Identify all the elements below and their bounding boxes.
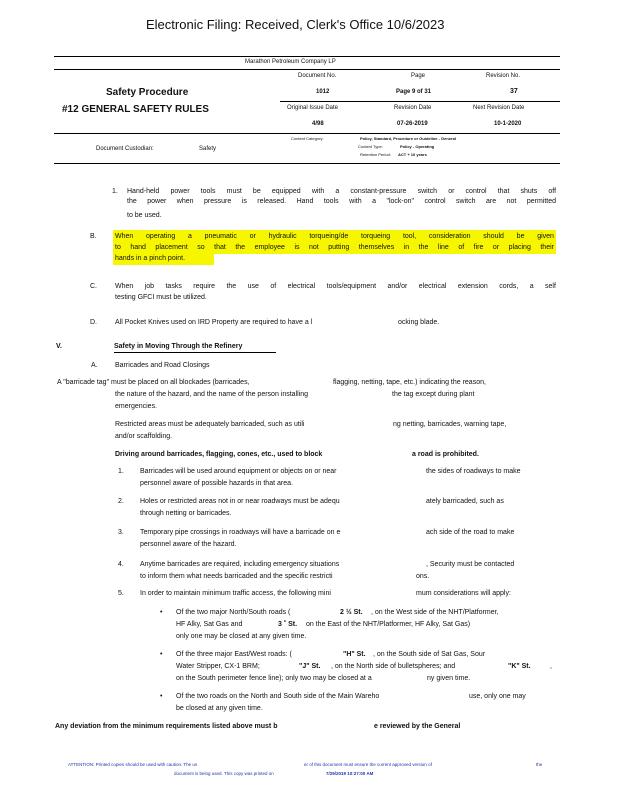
para-1-e: emergencies. (115, 403, 158, 410)
word: is released. (241, 198, 287, 205)
word: a self (529, 283, 556, 290)
word: given (537, 233, 554, 240)
word: torqueing (361, 233, 391, 240)
word: tasks (165, 283, 182, 290)
orig-date-label: Original Issue Date (287, 105, 339, 111)
bullet-1-e: 3 ˚ St. (278, 621, 298, 628)
word: torqueing/de (309, 233, 349, 240)
subsection-a-title: Barricades and Road Closings (115, 362, 210, 369)
item-1-line-1 (127, 187, 556, 197)
footer-print-date: 7/29/2019 10:27:00 AM (326, 771, 374, 776)
word: operating (146, 233, 176, 240)
next-rev-label: Next Revision Date (473, 105, 525, 111)
word: cords, (499, 283, 519, 290)
section-title: Safety in Moving Through the Refinery (114, 343, 243, 350)
item-d-number: D. (90, 319, 97, 326)
word: tools (200, 188, 216, 195)
retention-label: Retention Period: (360, 152, 391, 157)
word: must (226, 188, 242, 195)
page-number: Page 9 of 31 (396, 89, 432, 95)
bullet-2: • (160, 651, 163, 658)
item-c-line-2: testing GFCI must be utilized. (115, 294, 207, 301)
word: switch (456, 198, 476, 205)
list-3-b: ach side of the road to make (426, 529, 515, 536)
word: the (226, 283, 237, 290)
bullet-2-h: , (550, 663, 552, 670)
word: not permitted (506, 198, 557, 205)
bullet-2-i: on the South perimeter fence line); only two may be closed at a (176, 675, 372, 682)
content-type-label: Content Type: (358, 144, 383, 149)
list-2-c: through netting or barricades. (140, 510, 232, 517)
word: with (311, 188, 325, 195)
item-c-number: C. (90, 283, 97, 290)
content-type: Policy - Operating (400, 144, 435, 149)
para-1-c: the nature of the hazard, and the name of the person installing (115, 391, 309, 398)
subsection-a-number: A. (91, 362, 98, 369)
list-2-number: 2. (118, 498, 124, 505)
bullet-2-b: "H" St. (343, 651, 366, 658)
custodian-label: Document Custodian: (96, 146, 154, 152)
bullet-1-c: , on the West side of the NHT/Platformer, (371, 609, 499, 616)
item-1-line-2 (127, 197, 556, 207)
header-end-rule (54, 163, 560, 164)
word: or control (448, 188, 487, 195)
item-1-line-3: to be used. (127, 212, 162, 219)
word: a "lock-on" (372, 198, 415, 205)
word: a constant-pressure (335, 188, 407, 195)
para-3-b: a road is prohibited. (412, 451, 479, 458)
next-rev-date: 10-1-2020 (494, 121, 522, 127)
word: should (483, 233, 504, 240)
word: a pneumatic (187, 233, 237, 240)
word: power (170, 188, 190, 195)
bullet-2-j: ny given time. (427, 675, 471, 682)
word: job (144, 283, 155, 290)
item-b-line-3: hands in a pinch point. (115, 255, 186, 262)
doc-no-label: Document No. (298, 73, 337, 79)
word: their (540, 244, 554, 251)
list-5-b: mum considerations will apply: (416, 590, 511, 597)
orig-date: 4/98 (312, 121, 324, 127)
bullet-3: • (160, 693, 163, 700)
header-rule (54, 69, 560, 70)
word: or placing (492, 244, 531, 251)
bullet-1: • (160, 609, 163, 616)
word: control (424, 198, 446, 205)
word: in the line (403, 244, 449, 251)
rev-no-label: Revision No. (486, 73, 521, 79)
page-label: Page (411, 73, 426, 79)
procedure-title: Safety Procedure (106, 87, 189, 98)
header-mid-rule (280, 101, 560, 102)
word: of fire (458, 244, 484, 251)
word: use (247, 283, 259, 290)
footer-attention-b: er of this document must ensure the current approved version of (304, 762, 432, 767)
list-4-number: 4. (118, 561, 124, 568)
list-1-b: the sides of roadways to make (426, 468, 521, 475)
word: be (516, 233, 525, 240)
list-4-c: to inform them what needs barricaded and the specific restricti (140, 573, 333, 580)
list-1-c: personnel aware of possible hazards in that area. (140, 480, 293, 487)
list-4-a: Anytime barricades are required, including emergency situations (140, 561, 340, 568)
list-2-a: Holes or restricted areas not in or near roadways must be adequ (140, 498, 340, 505)
custodian: Safety (199, 146, 217, 152)
word: switch (417, 188, 438, 195)
word: of electrical (270, 283, 316, 290)
para-3-a: Driving around barricades, flagging, cones, etc., used to block (115, 451, 323, 458)
bullet-3-b: use, only one may (469, 693, 526, 700)
item-1-number: 1. (112, 188, 118, 195)
word: tools/equipment (326, 283, 377, 290)
doc-no: 1012 (316, 89, 330, 95)
word: off (548, 188, 557, 195)
word: themselves (358, 244, 395, 251)
word: is not putting (294, 244, 350, 251)
word: tool, (402, 233, 417, 240)
para-1-a: A "barricade tag" must be placed on all blockades (barricades, (57, 379, 250, 386)
para-1-b: flagging, netting, tape, etc.) indicating the reason, (333, 379, 486, 386)
list-3-a: Temporary pipe crossings in roadways will have a barricade on e (140, 529, 341, 536)
footer-attention: ATTENTION: Printed copies should be used with caution. The us (68, 762, 198, 767)
rev-no: 37 (510, 88, 518, 95)
item-b-number: B. (90, 233, 97, 240)
bullet-2-a: Of the three major East/West roads: ( (176, 651, 292, 658)
word: equipped (271, 188, 301, 195)
list-1-number: 1. (118, 468, 124, 475)
word: pressure (204, 198, 232, 205)
bullet-3-a: Of the two roads on the North and South side of the Main Wareho (176, 693, 380, 700)
bullet-2-g: "K" St. (508, 663, 531, 670)
list-4-d: ons. (416, 573, 430, 580)
efiling-stamp: Electronic Filing: Received, Clerk's Office 10/6/2023 (146, 17, 445, 32)
word: consideration (428, 233, 471, 240)
bullet-1-f: on the East of the NHT/Platformer, HF Alky, Sat Gas) (306, 621, 471, 628)
bullet-2-e: "J" St. (299, 663, 321, 670)
bullet-3-c: be closed at any given time. (176, 705, 263, 712)
footer-printed: document is being used. This copy was printed on (174, 771, 274, 776)
para-1-d: the tag except during plant (392, 391, 475, 398)
word: Hand-held (127, 188, 160, 195)
bullet-1-b: 2 ½ St. (340, 609, 363, 616)
word: to hand placement (115, 244, 188, 251)
bullet-1-a: Of the two major North/South roads ( (176, 609, 291, 616)
item-b-line-1 (115, 232, 554, 242)
header-top-rule (54, 56, 560, 57)
para-2-b: ng netting, barricades, warning tape, (393, 421, 507, 428)
word: with (349, 198, 362, 205)
word: are (485, 198, 497, 205)
list-5-number: 5. (118, 590, 124, 597)
rev-date-label: Revision Date (394, 105, 432, 111)
list-1-a: Barricades will be used around equipment or objects on or near (140, 468, 337, 475)
word: When (115, 283, 134, 290)
list-3-c: personnel aware of the hazard. (140, 541, 237, 548)
list-2-b: ately barricaded, such as (426, 498, 504, 505)
item-b-line-2 (115, 243, 554, 253)
word: or hydraulic (249, 233, 297, 240)
para-2-a: Restricted areas must be adequately barricaded, such as utili (115, 421, 305, 428)
list-3-number: 3. (118, 529, 124, 536)
header-bottom-rule (54, 133, 560, 134)
word: the power (127, 198, 167, 205)
para-2-c: and/or scaffolding. (115, 433, 173, 440)
retention: ACT + 10 years (398, 152, 427, 157)
procedure-subtitle: #12 GENERAL SAFETY RULES (62, 104, 209, 115)
bullet-2-c: , on the South side of Sat Gas, Sour (373, 651, 486, 658)
word: so that the employee (197, 244, 285, 251)
section-title-underline (114, 352, 276, 353)
item-d-text-b: ocking blade. (398, 319, 440, 326)
item-d-text-a: All Pocket Knives used on IRD Property are required to have a l (115, 319, 313, 326)
word: When (115, 233, 134, 240)
list-4-b: , Security must be contacted (426, 561, 515, 568)
word: require (193, 283, 216, 290)
rev-date: 07-26-2019 (397, 121, 428, 127)
section-number: V. (56, 343, 62, 350)
bullet-2-f: , on the North side of bulletspheres; and (331, 663, 456, 670)
category: Policy, Standard, Procedure or Guideline - General (360, 136, 456, 141)
deviation-a: Any deviation from the minimum requirements listed above must b (55, 723, 278, 730)
bullet-2-d: Water Stripper, CX-1 BRM; (176, 663, 260, 670)
word: Hand (296, 198, 314, 205)
item-c-line-1 (115, 282, 556, 292)
word: that shuts (497, 188, 538, 195)
bullet-1-d: HF Alky, Sat Gas and (176, 621, 243, 628)
category-label: Content Category: (291, 136, 324, 141)
word: electrical (418, 283, 447, 290)
word: and/or (387, 283, 408, 290)
word: tools (323, 198, 339, 205)
deviation-b: e reviewed by the General (374, 723, 461, 730)
company-name: Marathon Petroleum Company LP (245, 59, 336, 65)
bullet-1-g: only one may be closed at any given time. (176, 633, 307, 640)
word: be (252, 188, 261, 195)
list-5-a: In order to maintain minimum traffic access, the following mini (140, 590, 331, 597)
footer-attention-c: the (536, 762, 543, 767)
word: when (176, 198, 194, 205)
word: extension (457, 283, 488, 290)
